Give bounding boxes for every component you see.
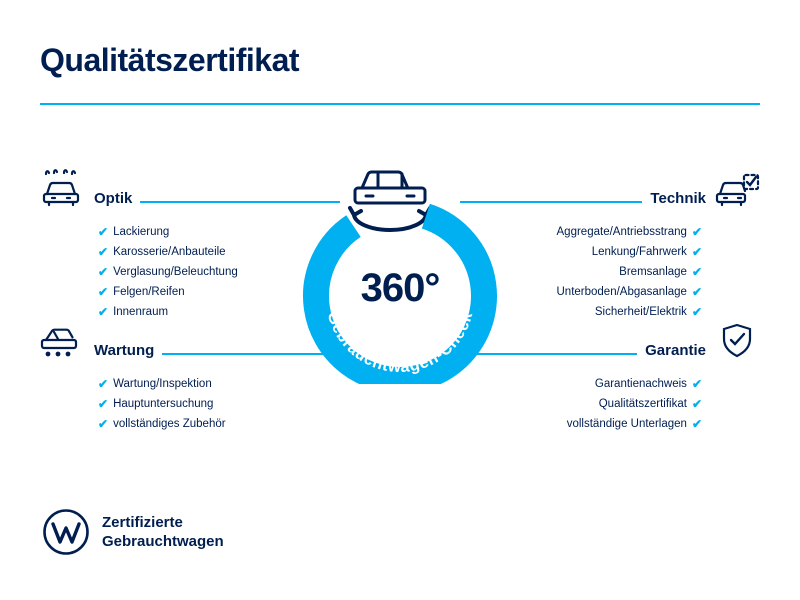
list-item xyxy=(460,414,702,434)
vw-logo xyxy=(42,508,90,556)
list-item-label: Felgen/Reifen xyxy=(113,286,185,298)
list-item xyxy=(460,394,702,414)
check-icon: ✔ xyxy=(98,305,109,319)
list-item-label: Sicherheit/Elektrik xyxy=(594,306,687,318)
list-item-label: vollständiges Zubehör xyxy=(113,418,226,430)
list-item xyxy=(98,414,340,434)
check-icon: ✔ xyxy=(691,397,702,411)
check-360-graphic xyxy=(288,158,512,384)
list-item-label: Qualitätszertifikat xyxy=(598,398,687,410)
footer-line-1: Zertifizierte xyxy=(102,514,183,531)
car-lift-icon xyxy=(40,320,86,360)
footer-text xyxy=(102,513,224,551)
page-title: Qualitätszertifikat xyxy=(40,42,300,78)
arc-label: Gebrauchtwagen-Check xyxy=(323,309,477,377)
car-wash-icon xyxy=(40,168,86,208)
check-icon: ✔ xyxy=(98,265,109,279)
list-item-label: Garantienachweis xyxy=(594,378,687,390)
list-item-label: Lenkung/Fahrwerk xyxy=(591,246,687,258)
list-item-label: Innenraum xyxy=(113,306,169,318)
check-icon: ✔ xyxy=(98,245,109,259)
block-optik-title: Optik xyxy=(94,190,133,207)
list-item xyxy=(98,394,340,414)
title-divider xyxy=(40,103,760,105)
check-icon: ✔ xyxy=(691,245,702,259)
list-item-label: Lackierung xyxy=(113,226,170,238)
list-item-label: Unterboden/Abgasanlage xyxy=(556,286,687,298)
car-check-icon xyxy=(714,168,760,208)
footer-line-2: Gebrauchtwagen xyxy=(102,533,224,550)
check-icon: ✔ xyxy=(98,377,109,391)
block-garantie-title: Garantie xyxy=(645,342,706,359)
check-icon: ✔ xyxy=(98,397,109,411)
list-item-label: Wartung/Inspektion xyxy=(113,378,212,390)
check-icon: ✔ xyxy=(691,225,702,239)
list-item-label: Bremsanlage xyxy=(619,266,687,278)
check-icon: ✔ xyxy=(691,285,702,299)
list-item-label: Hauptuntersuchung xyxy=(113,398,214,410)
list-item-label: Karosserie/Anbauteile xyxy=(113,246,226,258)
check-icon: ✔ xyxy=(98,225,109,239)
block-wartung-title: Wartung xyxy=(94,342,155,359)
check-icon: ✔ xyxy=(691,265,702,279)
check-icon: ✔ xyxy=(691,377,702,391)
list-item-label: Verglasung/Beleuchtung xyxy=(113,266,238,278)
degrees-label: 360° xyxy=(360,266,440,310)
check-icon: ✔ xyxy=(691,417,702,431)
shield-check-icon xyxy=(714,320,760,360)
footer-branding xyxy=(42,508,224,556)
list-item-label: vollständige Unterlagen xyxy=(566,418,687,430)
check-icon: ✔ xyxy=(98,417,109,431)
check-icon: ✔ xyxy=(98,285,109,299)
check-icon: ✔ xyxy=(691,305,702,319)
list-item-label: Aggregate/Antriebsstrang xyxy=(556,226,687,238)
block-technik-title: Technik xyxy=(650,190,706,207)
